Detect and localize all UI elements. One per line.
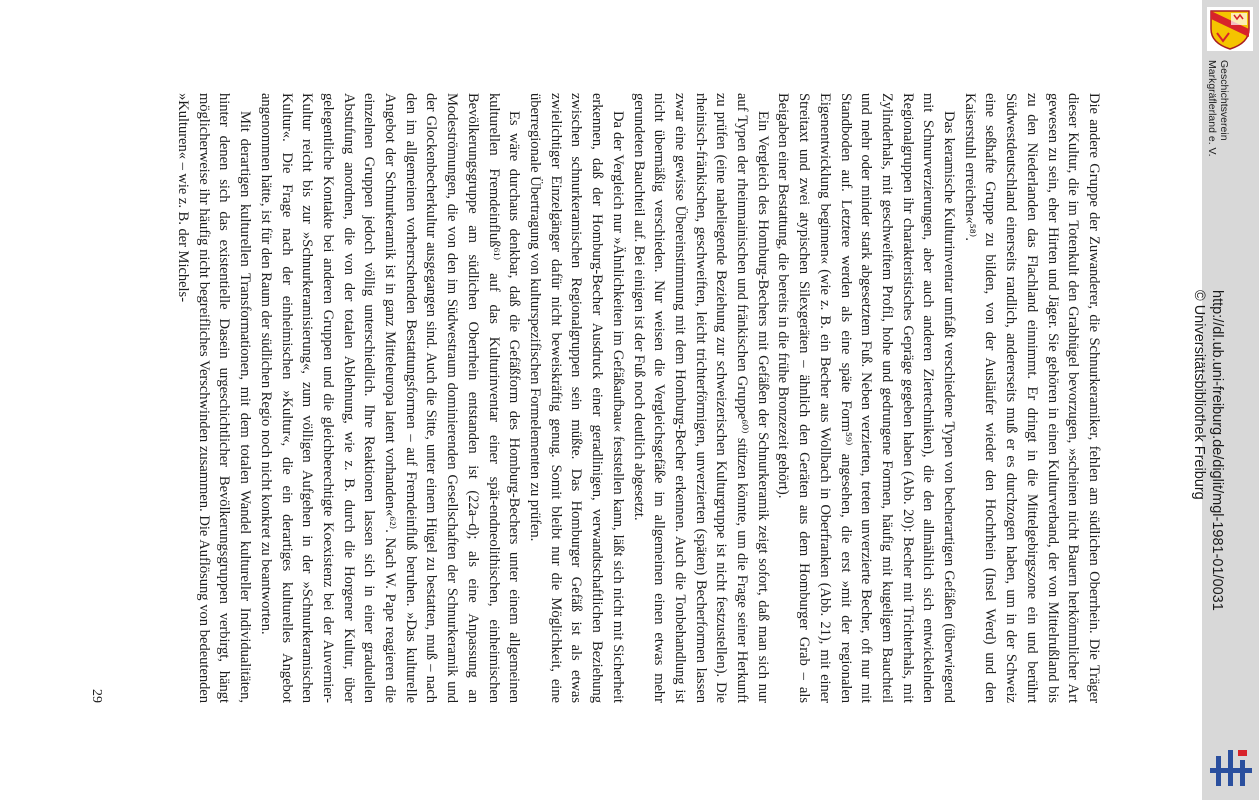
- source-url-link[interactable]: http://dl.ub.uni-freiburg.de/diglit/mgl-1981-01/0031: [1209, 290, 1225, 611]
- paragraph-3: Ein Vergleich des Homburg-Bechers mit Gefäßen der Schnurkeramik zeigt sofort, daß man sich nur auf Typen der rheinmainischen und fränkischen Gruppe⁶⁰⁾ stützen könnte, um die Frage seiner Herkunft zu prüfen (eine naheliegende Beziehung zur schweizerischen Kulturgruppe ist nicht festzustellen). Die rheinisch-fränkischen, geschweiften, leicht trichterförmigen, unverzierten (späten) Becherformen lassen zwar eine gewisse Übereinstimmung mit dem Homburg-Becher erkennen. Auch die Tonbehandlung ist nicht übermäßig verschieden. Nur weisen die Vergleichsgefäße im allgemeinen einen etwas mehr gerundeten Bauchteil auf. Bei einigen ist der Fuß noch deutlich abgesetzt.: [630, 93, 771, 703]
- society-line-1: Geschichtsverein: [1218, 60, 1230, 141]
- society-name: [1206, 60, 1230, 157]
- paragraph-6: Mit derartigen kulturellen Transformationen, mit dem totalen Wandel kultureller Individualitäten, hinter denen sich das existentielle Dasein urgeschichtlicher Bevölkerungsgruppen verbirgt, hängt möglicherweise ihr häufig nicht begreifliches Verschwinden zusammen. Die Auflösung von bedeutenden »Kulturen« – wie z. B. der Michels-: [175, 93, 254, 703]
- paragraph-2: Das keramische Kulturinventar umfaßt verschiedene Typen von becherartigen Gefäßen (überwiegend mit Schnurverzierungen, aber auch anderen Ziertechniken), die den allmählich sich entwickelnden Regionalgruppen ihr charakteristisches Gepräge gegeben haben (Abb. 20): Becher mit Trichterhals, mit Zylinderhals, mit geschweiftem Profil, hohe und gedrungene Formen, häufig mit kugeligem Bauchteil und mehr oder minder stark abgesetztem Fuß. Neben verzierten, treten unverzierte Becher, oft nur mit Standboden auf. Letztere werden als eine späte Form⁵⁹⁾ angesehen, die erst »mit der regionalen Eigenentwicklung beginnen« (wie z. B. ein Becher aus Wollbach in Oberfranken (Abb. 21), mit einer Streitaxt und zwei atypischen Silexgeräten – ähnlich den Geräten aus dem Homburger Grab – als Beigaben einer Bestattung, die bereits in die frühe Bronzezeit gehört).: [775, 93, 958, 703]
- paragraph-4: Da der Vergleich nur »Ähnlichkeiten im Gefäßaufbau« feststellen kann, läßt sich nicht mit Sicherheit erkennen, daß der Homburg-Becher Ausdruck einer geradlinigen, verwandtschaftlichen Beziehung zwischen schnurkeramischen Regionalgruppen sein müßte. Das Homburger Gefäß ist als etwas zwielichtiger Einzelgänger dafür nicht beweiskräftig genug. Somit bleibt nur die Möglichkeit, eine überregionale Übertragung von kulturspezifischen Formelementen zu prüfen.: [527, 93, 626, 703]
- source-info: [1190, 290, 1226, 611]
- copyright-notice: © Universitätsbibliothek Freiburg: [1191, 290, 1207, 500]
- page-number: 29: [89, 689, 104, 703]
- ub-freiburg-logo-icon: [1208, 748, 1254, 788]
- society-line-2: Markgräflerland e. V.: [1206, 60, 1218, 157]
- coat-of-arms-icon: [1207, 7, 1253, 51]
- paragraph-1: Die andere Gruppe der Zuwanderer, die Schnurkeramiker, fehlen am südlichen Oberrhein. Die Träger dieser Kultur, die im Totenkult den Grabhügel bevorzugen, »scheinen nicht Bauern herkömmlicher Art gewesen zu sein, eher Hirten und Jäger. Sie gehören in einen Kulturverband, der von Mittelrußland bis zu den Niederlanden das Flachland einnimmt. Er dringt in die Mittelgebirgszone ein und berührt Südwestdeutschland einerseits randlich, andererseits muß er es durchzogen haben, um in der Schweiz eine seßhafte Gruppe zu bilden, von der Ausläufer wieder den Hochrhein (Insel Werd) und den Kaiserstuhl erreichen«⁵⁸⁾.: [961, 93, 1102, 703]
- paragraph-5: Es wäre durchaus denkbar, daß die Gefäßform des Homburg-Bechers unter einem allgemeinen kulturellen Fremdeinfluß⁶¹⁾ auf das Kulturinventar einer spät-endneolithischen, einheimischen Bevölkerungsgruppe am südlichen Oberrhein entstanden ist (22a–d); als eine Anpassung an Modeströmungen, die von den im Südwestraum dominierenden Gesellschaften der Schnurkeramik und der Glockenbecherkultur ausgegangen sind. Auch die Sitte, unter einem Hügel zu bestatten, muß – nach den im allgemeinen vorherrschenden Bestattungsformen – auf Fremdeinfluß beruhen. »Das kulturelle Angebot der Schnurkeramik ist in ganz Mitteleuropa latent vorhanden«⁶²⁾. Nach W. Pape reagieren die einzelnen Gruppen jedoch völlig unterschiedlich. Ihre Reaktionen lassen sich in einer graduellen Abstufung anordnen, die von der totalen Ablehnung, wie z. B. durch die Horgener Kultur, über gelegentliche Kontakte bei anderen Gruppen und die gleichberechtigte Koexistenz bei der Auvernier-Kultur reicht bis zur »Schnurkeramisierung«, zum völligen Aufgehen in der »Schnurkeramischen Kultur«. Die Frage nach der einheimischen »Kultur«, die ein derartiges kulturelles Angebot angenommen hätte, ist für den Raum der südlichen Regio noch nicht konkret zu beantworten.: [257, 93, 523, 703]
- page-text-block: [84, 93, 1104, 703]
